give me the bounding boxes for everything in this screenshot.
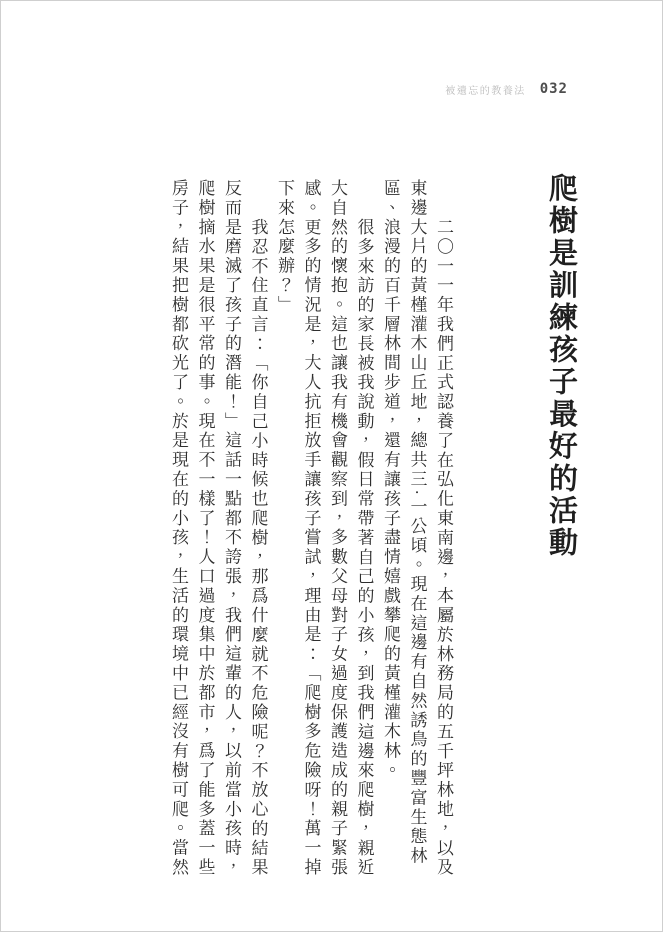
text-column: 區、浪漫的百千層林間步道，還有讓孩子盡情嬉戲攀爬的黃槿灌木林。: [381, 179, 400, 781]
text-column: 我忍不住直言：「你自己小時候也爬樹，那爲什麼就不危險呢？不放心的結果: [248, 218, 268, 878]
text-column: 爬樹摘水果是很平常的事。現在不一樣了！人口過度集中於都市，爲了能多蓋一些: [195, 179, 215, 878]
text-column: 反而是磨滅了孩子的潛能！」這話一點都不誇張，我們這輩的人，以前當小孩時，: [222, 179, 241, 878]
text-column: 房子，結果把樹都砍光了。於是現在的小孩，生活的環境中已經沒有樹可爬。當然: [169, 179, 188, 878]
text-column: 下來怎麼辦？」: [275, 179, 294, 315]
text-column: 大自然的懷抱。這也讓我有機會觀察到，多數父母對子女過度保護造成的親子緊張: [328, 179, 347, 878]
chapter-title: 爬樹是訓練孩子最好的活動: [545, 173, 577, 560]
text-column: 東邊大片的黃槿灌木山丘地，總共三·一公頃。現在這邊有自然誘鳥的豐富生態林: [407, 179, 427, 867]
text-column: 感。更多的情況是，大人抗拒放手讓孩子嘗試，理由是：「爬樹多危險呀！萬一掉: [301, 179, 321, 878]
page-number: 032: [539, 81, 568, 97]
running-head-book-title: 被遺忘的教養法: [445, 85, 526, 97]
text-column: 很多來訪的家長被我說動，假日常帶著自己的小孩，到我們這邊來爬樹，親近: [354, 218, 374, 878]
text-column: 二〇一一年我們正式認養了在弘化東南邊，本屬於林務局的五千坪林地，以及: [434, 218, 453, 878]
body-text: [161, 179, 453, 889]
running-head: [445, 81, 568, 97]
